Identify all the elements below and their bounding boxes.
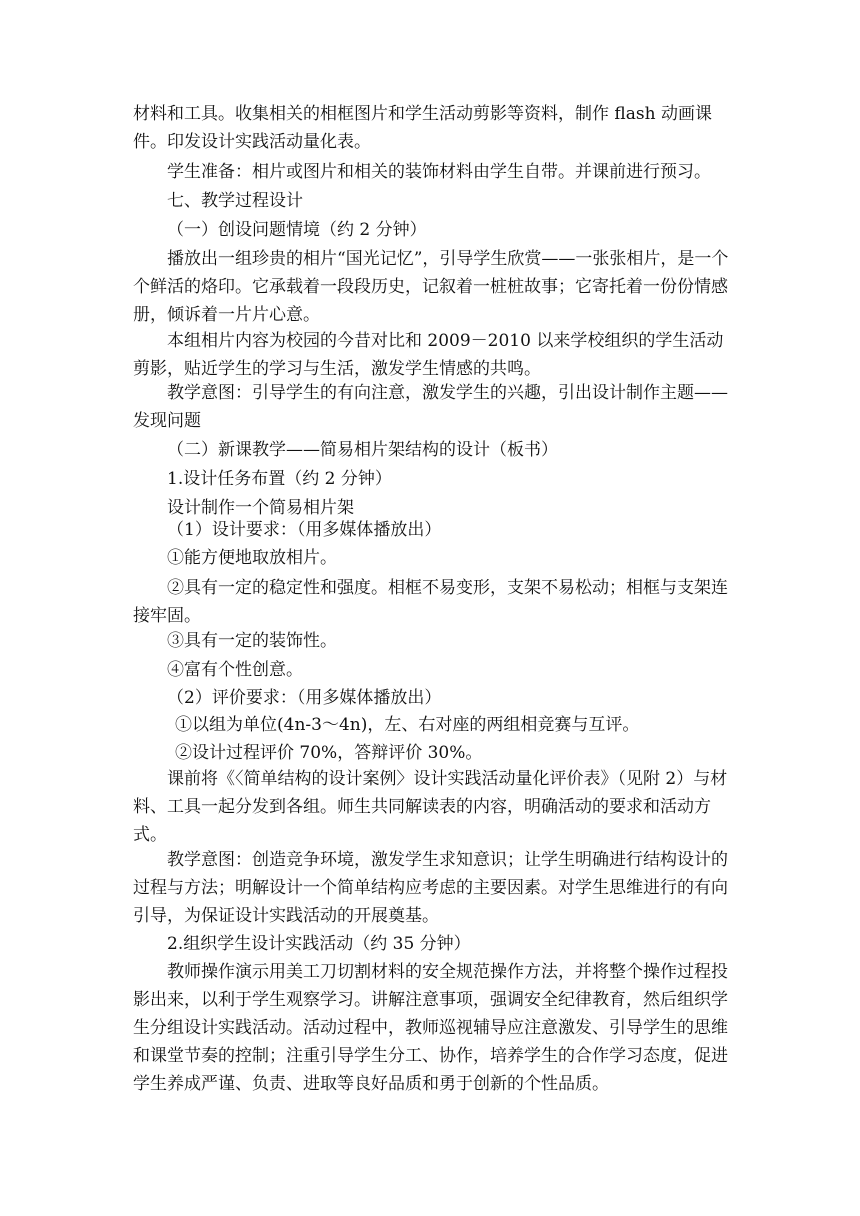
list-item-1: ①能方便地取放相片。 <box>167 548 337 568</box>
paragraph-student-prep: 学生准备：相片或图片和相关的装饰材料由学生自带。并课前进行预习。 <box>167 162 711 182</box>
subheading-design-requirements: （1）设计要求：（用多媒体播放出） <box>167 520 442 540</box>
list-item-4: ④富有个性创意。 <box>167 660 303 680</box>
subheading-evaluation-requirements: （2）评价要求：（用多媒体播放出） <box>167 688 442 708</box>
paragraph-photo-intro: 播放出一组珍贵的相片“国光记忆”，引导学生欣赏——一张张相片，是一个个鲜活的烙印。它承载着一段段历史，记叙着一桩桩故事；它寄托着一份份情感册，倾诉着一片片心意。 <box>133 249 729 325</box>
evaluation-item-1: ①以组为单位(4n-3～4n)，左、右对座的两组相竞赛与互评。 <box>175 715 640 735</box>
item-heading-task: 1.设计任务布置（约 2 分钟） <box>167 469 392 489</box>
paragraph-activity-process: 教师操作演示用美工刀切割材料的安全规范操作方法，并将整个操作过程投影出来，以利于学生观察学习。讲解注意事项，强调安全纪律教育，然后组织学生分组设计实践活动。活动过程中，教师巡视辅导应注意激发、引导学生的思维和课堂节奏的控制；注重引导学生分工、协作，培养学生的合作学习态度，促进学生养成严谨、负责、进取等良好品质和勇于创新的个性品质。 <box>133 962 728 1094</box>
subsection-heading-1: （一）创设问题情境（约 2 分钟） <box>167 220 427 240</box>
list-item-2: ②具有一定的稳定性和强度。相框不易变形，支架不易松动；相框与支架连接牢固。 <box>133 578 728 626</box>
paragraph-worksheet: 课前将《〈简单结构的设计案例〉设计实践活动量化评价表》（见附 2）与材料、工具一起分发到各组。师生共同解读表的内容，明确活动的要求和活动方式。 <box>133 769 728 845</box>
paragraph-teaching-intent-1: 教学意图：引导学生的有向注意，激发学生的兴趣，引出设计制作主题——发现问题 <box>133 383 728 431</box>
paragraph-photo-content: 本组相片内容为校园的今昔对比和 2009－2010 以来学校组织的学生活动剪影，贴近学生的学习与生活，激发学生情感的共鸣。 <box>133 331 724 379</box>
section-heading-7: 七、教学过程设计 <box>167 191 303 211</box>
item-heading-activity: 2.组织学生设计实践活动（约 35 分钟） <box>167 934 471 954</box>
paragraph-teaching-intent-2: 教学意图：创造竞争环境，激发学生求知意识；让学生明确进行结构设计的过程与方法；明解设计一个简单结构应考虑的主要因素。对学生思维进行的有向引导，为保证设计实践活动的开展奠基。 <box>133 850 728 926</box>
evaluation-item-2: ②设计过程评价 70%，答辩评价 30%。 <box>175 743 483 763</box>
subsection-heading-2: （二）新课教学——简易相片架结构的设计（板书） <box>167 440 558 460</box>
paragraph-task: 设计制作一个简易相片架 <box>167 498 354 518</box>
paragraph-materials: 材料和工具。收集相关的相框图片和学生活动剪影等资料，制作 flash 动画课件。印发设计实践活动量化表。 <box>133 104 712 152</box>
list-item-3: ③具有一定的装饰性。 <box>167 631 337 651</box>
